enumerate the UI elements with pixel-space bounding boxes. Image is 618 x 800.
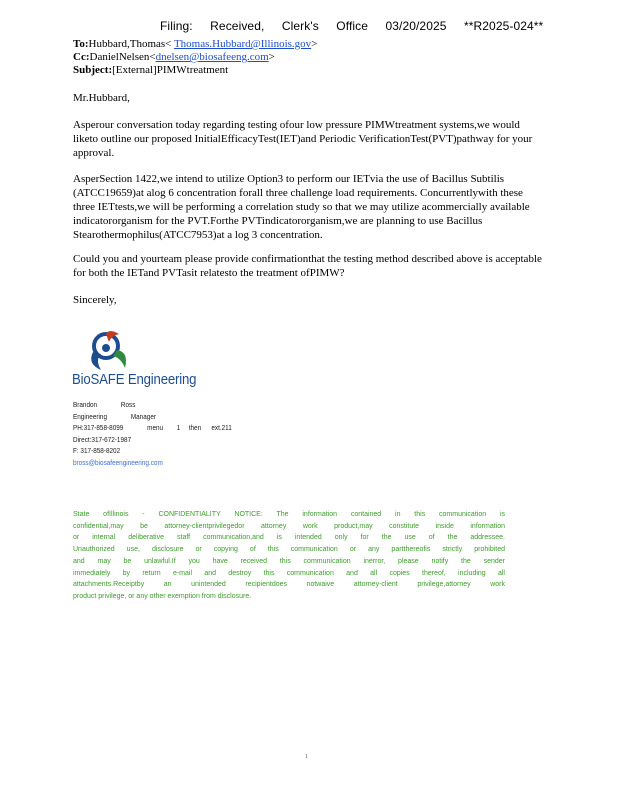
- email-subject-line: [73, 64, 228, 76]
- company-logo-text: BioSAFE Engineering: [72, 371, 197, 388]
- paragraph-2: AsperSection 1422,we intend to utilize Option3 to perform our IETvia the use of Bacillus Subtilis (ATCC19659)at alog 6 concentration forall three challenge load requirements. Concurrentlywith these three IETtests,we will be performing a correlation study so that we may utilize acommercially available indicatororganism for the PVT.Forthe PVTindicatororganism,we are planning to use Bacillus Stearothermophilus(ATCC7953)at a log 3 concentration.: [73, 173, 530, 241]
- to-name: Hubbard,Thomas<: [88, 38, 172, 50]
- cc-name: DanielNelsen<: [89, 51, 156, 63]
- sig-then: then: [188, 423, 202, 432]
- notice-line: product privilege, or any other exemption from disclosure.: [73, 592, 252, 600]
- confidentiality-notice: [73, 509, 505, 603]
- sig-title-2: Manager: [130, 411, 156, 421]
- signature-block: [73, 399, 232, 468]
- stamp-office: Office: [336, 19, 369, 33]
- sig-last-name: Ross: [120, 400, 136, 409]
- sig-direct: Direct:317-672-1987: [73, 434, 132, 444]
- stamp-filing: Filing:: [160, 19, 193, 33]
- notice-line: confidential,may be attorney-clientprivilegedor attorney work product,may constitute inside information: [73, 522, 505, 530]
- closing: Sincerely,: [73, 294, 117, 306]
- sig-ext: ext.211: [211, 423, 232, 432]
- sig-fax: F: 317-858-8202: [73, 446, 121, 455]
- cc-close: >: [268, 51, 275, 63]
- cc-label: Cc:: [73, 51, 90, 63]
- subject-text: [External]PIMWtreatment: [112, 64, 229, 76]
- stamp-docket: **R2025-024**: [463, 19, 544, 33]
- to-label: To:: [73, 38, 89, 50]
- notice-line: Unauthorized use, disclosure or copying of this communication or any partthereofis strictly prohibited: [73, 546, 505, 554]
- notice-line: State ofIllinois - CONFIDENTIALITY NOTICE: The information contained in this communication is: [73, 511, 505, 518]
- notice-line: or internal deliberative staff communication,and is intended only for the use of the addressee.: [73, 534, 505, 542]
- email-to-line: [73, 38, 317, 50]
- to-close: >: [311, 38, 318, 50]
- sig-one: 1: [176, 423, 181, 432]
- email-cc-line: [73, 51, 275, 63]
- paragraph-3: Could you and yourteam please provide confirmationthat the testing method described above is acceptable for both the IETand PVTasit relatesto the treatment ofPIMW?: [73, 253, 542, 279]
- greeting: Mr.Hubbard,: [73, 92, 130, 104]
- cc-email-link[interactable]: dnelsen@biosafeeng.com: [155, 51, 269, 63]
- to-email-link[interactable]: Thomas.Hubbard@Illinois.gov: [173, 38, 312, 50]
- page-number: 1: [305, 754, 308, 760]
- notice-line: immediately by return e-mail and destroy this communication and all copies thereof, including all: [73, 569, 505, 577]
- sig-menu: menu: [147, 423, 164, 432]
- sig-first-name: Brandon: [73, 400, 98, 409]
- notice-line: and may be unlawful.If you have received this communication inerror, please notify the sender: [73, 557, 505, 565]
- filing-stamp: [160, 19, 553, 33]
- subject-label: Subject:: [73, 64, 113, 76]
- stamp-received: Received,: [210, 19, 265, 33]
- stamp-date: 03/20/2025: [385, 19, 447, 33]
- sig-title-1: Engineering: [73, 411, 108, 421]
- notice-line: attachments.Receiptby an unintended recipientdoes notwaive attorney-client privilege,attorney work: [73, 581, 505, 589]
- sig-phone: PH:317-858-8099: [73, 423, 124, 432]
- sig-email-link[interactable]: bross@biosafeengineering.com: [73, 457, 163, 467]
- stamp-clerk: Clerk's: [281, 19, 319, 33]
- paragraph-1: Asperour conversation today regarding testing ofour low pressure PIMWtreatment systems,we would liketo outline our proposed InitialEfficacyTest(IET)and Periodic VerificationTest(PVT)pathway for your approval.: [73, 119, 533, 159]
